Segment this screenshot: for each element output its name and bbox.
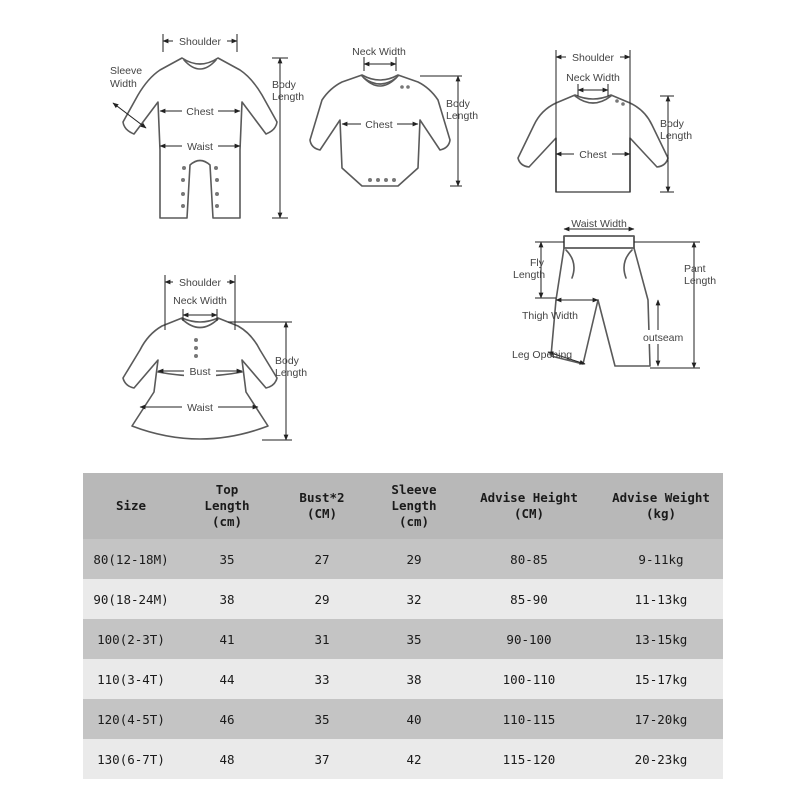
table-row <box>83 579 723 619</box>
header-advise-height: Advise Height (CM) <box>459 473 599 539</box>
pants-pant-length-label-1: Pant <box>684 263 706 275</box>
romper-shoulder-label: Shoulder <box>178 36 222 48</box>
pants-leg-opening-label: Leg Opening <box>512 349 573 361</box>
cell-size: 100(2-3T) <box>83 619 179 659</box>
cell-top-length: 38 <box>179 579 275 619</box>
dress-waist-label: Waist <box>187 402 213 414</box>
pants-waist-width-label: Waist Width <box>571 218 627 230</box>
size-chart-table <box>83 473 723 779</box>
top-chest-label: Chest <box>579 149 607 161</box>
header-advise-weight: Advise Weight (kg) <box>599 473 723 539</box>
dress-buttons <box>194 338 198 358</box>
romper-sleeve-label-1: Sleeve <box>110 65 143 77</box>
header-sleeve-length: Sleeve Length (cm) <box>369 473 459 539</box>
cell-top-length: 48 <box>179 739 275 779</box>
cell-advise-weight: 17-20kg <box>599 699 723 739</box>
cell-size: 120(4-5T) <box>83 699 179 739</box>
header-size: Size <box>83 473 179 539</box>
dress-shoulder-label: Shoulder <box>178 277 222 289</box>
romper-sleeve-label-2: Width <box>110 78 137 90</box>
cell-bust: 33 <box>275 659 369 699</box>
cell-bust: 35 <box>275 699 369 739</box>
pants-fly-length-label-2: Length <box>513 269 546 281</box>
top-shoulder-label: Shoulder <box>571 52 615 64</box>
bodysuit-diagram <box>310 46 478 186</box>
cell-advise-height: 100-110 <box>459 659 599 699</box>
bodysuit-snap-buttons <box>368 85 410 182</box>
cell-top-length: 35 <box>179 539 275 579</box>
romper-body-length-label-1: Body <box>272 79 296 91</box>
cell-advise-height: 80-85 <box>459 539 599 579</box>
cell-size: 80(12-18M) <box>83 539 179 579</box>
cell-advise-weight: 9-11kg <box>599 539 723 579</box>
cell-sleeve-length: 38 <box>369 659 459 699</box>
bodysuit-chest-label: Chest <box>365 119 393 131</box>
dress-body-length-label-2: Length <box>275 367 308 379</box>
pants-fly-length-label-1: Fly <box>530 257 544 269</box>
romper-body-length-label-2: Length <box>272 91 305 103</box>
cell-sleeve-length: 42 <box>369 739 459 779</box>
cell-bust: 37 <box>275 739 369 779</box>
cell-sleeve-length: 35 <box>369 619 459 659</box>
pants-diagram <box>512 218 716 368</box>
pants-pant-length-label-2: Length <box>684 275 717 287</box>
pants-outseam-label: outseam <box>643 332 684 344</box>
cell-advise-weight: 11-13kg <box>599 579 723 619</box>
table-row <box>83 539 723 579</box>
bodysuit-neck-width-label: Neck Width <box>352 46 406 58</box>
cell-top-length: 41 <box>179 619 275 659</box>
cell-advise-weight: 13-15kg <box>599 619 723 659</box>
dress-body-length-label-1: Body <box>275 355 299 367</box>
romper-diagram <box>110 34 304 218</box>
table-header-row <box>83 473 723 539</box>
header-bust: Bust*2 (CM) <box>275 473 369 539</box>
cell-advise-height: 90-100 <box>459 619 599 659</box>
romper-chest-label: Chest <box>186 106 214 118</box>
cell-top-length: 46 <box>179 699 275 739</box>
cell-top-length: 44 <box>179 659 275 699</box>
top-neck-width-label: Neck Width <box>566 72 620 84</box>
table-row <box>83 739 723 779</box>
dress-neck-width-label: Neck Width <box>173 295 227 307</box>
table-row <box>83 659 723 699</box>
dress-diagram <box>123 275 307 440</box>
cell-advise-weight: 15-17kg <box>599 659 723 699</box>
dress-bust-label: Bust <box>189 366 211 378</box>
cell-sleeve-length: 32 <box>369 579 459 619</box>
top-body-length-label-1: Body <box>660 118 684 130</box>
cell-size: 130(6-7T) <box>83 739 179 779</box>
romper-snap-buttons <box>181 166 219 208</box>
pants-thigh-width-label: Thigh Width <box>522 310 579 322</box>
header-top-length: Top Length (cm) <box>179 473 275 539</box>
cell-bust: 31 <box>275 619 369 659</box>
top-body-length-label-2: Length <box>660 130 693 142</box>
table-row <box>83 699 723 739</box>
cell-sleeve-length: 40 <box>369 699 459 739</box>
cell-advise-weight: 20-23kg <box>599 739 723 779</box>
bodysuit-body-length-label-1: Body <box>446 98 470 110</box>
bodysuit-body-length-label-2: Length <box>446 110 479 122</box>
cell-bust: 27 <box>275 539 369 579</box>
cell-size: 90(18-24M) <box>83 579 179 619</box>
cell-size: 110(3-4T) <box>83 659 179 699</box>
cell-advise-height: 85-90 <box>459 579 599 619</box>
table-row <box>83 619 723 659</box>
cell-sleeve-length: 29 <box>369 539 459 579</box>
cell-advise-height: 115-120 <box>459 739 599 779</box>
romper-waist-label: Waist <box>187 141 213 153</box>
top-diagram <box>518 50 692 192</box>
cell-bust: 29 <box>275 579 369 619</box>
cell-advise-height: 110-115 <box>459 699 599 739</box>
